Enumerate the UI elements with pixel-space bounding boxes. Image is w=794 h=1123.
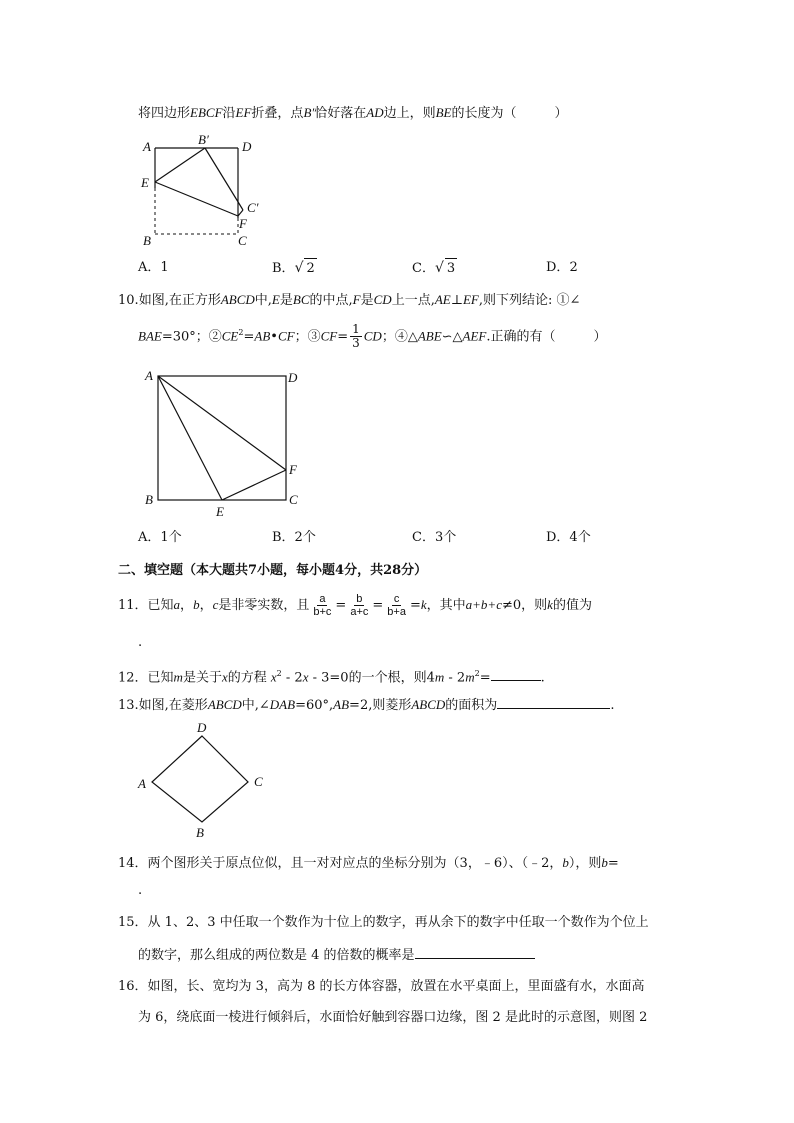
q14-end: . [138,883,143,898]
q10-square [158,376,286,500]
q9-text: B′ [303,105,315,120]
q10-segment-ae [158,376,222,500]
q10-fraction-one-third: $\frac{1}{3}$ [352,322,360,351]
q10-option-a: A．1个 [138,530,182,545]
q9-option-a: A．1 [138,260,169,275]
q10-figure [140,364,310,522]
q9-segment-eb-prime [155,148,205,182]
q9-label-a: A [143,139,151,154]
q11-fraction-a: $\frac{a}{b+c}$ [313,593,332,618]
q14-stem: 14．两个图形关于原点位似，且一对对应点的坐标分别为（3，﹣6）、（﹣2，b），则b= [118,855,619,871]
q13-label-b: B [196,825,204,840]
q9-label-e: E [141,175,149,190]
q10-segment-af [158,376,286,470]
section-title-fill-in: 二、填空题（本大题共7小题，每小题4分，共28分） [118,563,428,578]
q9-label-b-prime: B′ [198,132,209,147]
q9-option-c: C．√ 3 [412,258,457,279]
q9-label-d: D [242,139,252,154]
q9-segment-b-prime-c-prime [205,148,243,210]
q9-text: 恰好落在 [314,106,367,121]
q10-option-c: C．3个 [412,530,457,545]
q9-option-b: B．√ 2 [272,258,317,279]
q9-text: AD [366,105,384,120]
q11-fraction-b: $\frac{b}{a+c}$ [350,593,369,618]
q9-text: 的长度为（ [451,106,517,121]
q11-stem: 11．已知a，b，c是非零实数，且 $\frac{a}{b+c}$ = $\frac{b}{a+c}$ = $\frac{c}{b+a}$ =k，其中a+b+c≠0，则k的值为 [118,593,592,618]
q9-text: 边上，则 [383,106,436,121]
q15-line2: 的数字，那么组成的两位数是 4 的倍数的概率是 [138,944,535,966]
q9-segment-ef [155,182,238,216]
q9-text: 折叠，点 [251,106,304,121]
q15-line1: 15．从 1、2、3 中任取一个数作为十位上的数字，再从余下的数字中任取一个数作为个位上 [118,915,649,930]
q9-text: EBCF [190,105,223,120]
q10-option-d: D．4个 [546,530,591,545]
q10-label-a: A [145,368,153,383]
q12-stem: 12．已知m是关于x的方程 $x^2 - 2x - 3=0$的一个根，则$4m - 2m^2=$ . [118,664,545,688]
q13-label-a: A [138,776,146,791]
q9-text: EF [235,105,252,120]
q10-stem-line1: 10.如图,在正方形ABCD中,E是BC的中点,F是CD上一点,AE⊥EF,则下列结论: ①∠ [118,292,581,308]
q13-rhombus [152,736,248,822]
q10-label-d: D [288,370,298,385]
q11-fraction-c: $\frac{c}{b+a}$ [387,593,406,618]
q13-answer-blank[interactable] [497,694,610,709]
q9-text: 沿 [222,106,236,121]
q13-figure [130,720,270,842]
q9-option-d: D．2 [546,260,578,275]
q13-label-c: C [254,774,263,789]
q10-label-f: F [289,462,297,477]
q16-line2: 为 6，绕底面一棱进行倾斜后，水面恰好触到容器口边缘，图 2 是此时的示意图，则图 2 [138,1010,648,1025]
q10-option-b: B．2个 [272,530,316,545]
q10-label-b: B [145,492,153,507]
q12-answer-blank[interactable] [491,666,541,681]
q11-end: . [138,635,143,650]
q9-text: BE [435,105,452,120]
q10-segment-ef [222,470,286,500]
q9-label-b: B [143,233,151,248]
q9-text: 将四边形 [138,106,191,121]
q15-answer-blank[interactable] [415,944,535,959]
q9-figure [135,130,270,252]
q16-line1: 16．如图，长、宽均为 3，高为 8 的长方体容器，放置在水平桌面上，里面盛有水，水面高 [118,979,645,994]
q10-label-c: C [289,492,298,507]
q9-stem [138,103,568,124]
q13-stem: 13.如图,在菱形ABCD中,∠DAB=60°,AB=2,则菱形ABCD的面积为 . [118,694,614,716]
q9-label-c-prime: C′ [247,200,259,215]
q9-text: ） [554,106,568,121]
q13-label-d: D [197,720,207,735]
q9-label-f: F [239,216,247,231]
q10-label-e: E [216,504,224,519]
q10-stem-line2: BAE=30°；$②CE^2=AB•CF$；③CF= $\frac{1}{3}$ CD；④△ABE∽△AEF.正确的有（ ） [138,322,607,351]
q9-label-c: C [238,233,247,248]
